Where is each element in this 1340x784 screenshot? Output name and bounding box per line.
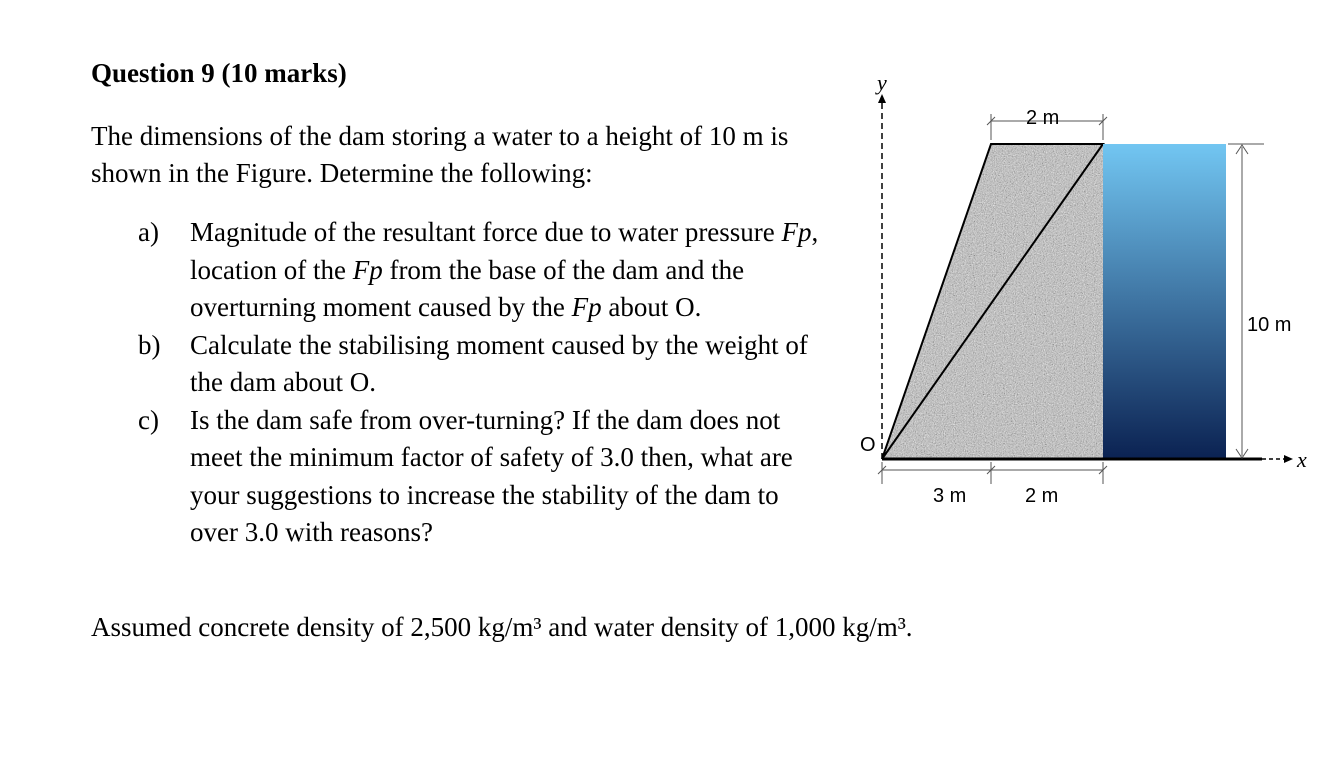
fp-symbol: Fp xyxy=(571,292,602,322)
y-axis-arrow-icon xyxy=(878,94,886,103)
part-c-text: Is the dam safe from over-turning? If the dam does not meet the minimum factor of safety of 3.0 then, what are your suggestions to increase the stability of the dam to over 3.0 with reasons? xyxy=(190,404,793,547)
dim-base-left-label: 3 m xyxy=(933,485,967,507)
part-a-seg: , location of the xyxy=(190,217,819,285)
part-a-seg: about O. xyxy=(601,292,702,322)
fp-symbol: Fp xyxy=(352,254,383,285)
density-assumption: Assumed concrete density of 2,500 kg/m³ and water density of 1,000 kg/m³. xyxy=(91,612,913,642)
question-title: Question 9 (10 marks) xyxy=(91,58,347,88)
origin-label: O xyxy=(860,434,876,456)
dim-height-label: 10 m xyxy=(1247,314,1292,336)
x-axis-arrow-icon xyxy=(1284,455,1293,463)
part-a-seg: from the base of the dam and the overturning moment caused by the xyxy=(190,254,745,322)
part-marker: a) xyxy=(138,217,159,247)
y-axis-label: y xyxy=(877,70,887,95)
x-axis-label: x xyxy=(1297,447,1307,472)
part-marker: c) xyxy=(138,404,159,435)
question-intro: The dimensions of the dam storing a water to a height of 10 m is shown in the Figure. Determine the following: xyxy=(91,121,789,188)
part-a-seg: Magnitude of the resultant force due to water pressure xyxy=(190,217,782,247)
dim-base-right-label: 2 m xyxy=(1025,485,1059,507)
part-b-text: Calculate the stabilising moment caused by the weight of the dam about O. xyxy=(190,329,808,397)
water-body xyxy=(1103,144,1226,459)
fp-symbol: Fp xyxy=(781,217,812,247)
dim-top-label: 2 m xyxy=(1026,107,1060,129)
part-marker: b) xyxy=(138,329,161,360)
